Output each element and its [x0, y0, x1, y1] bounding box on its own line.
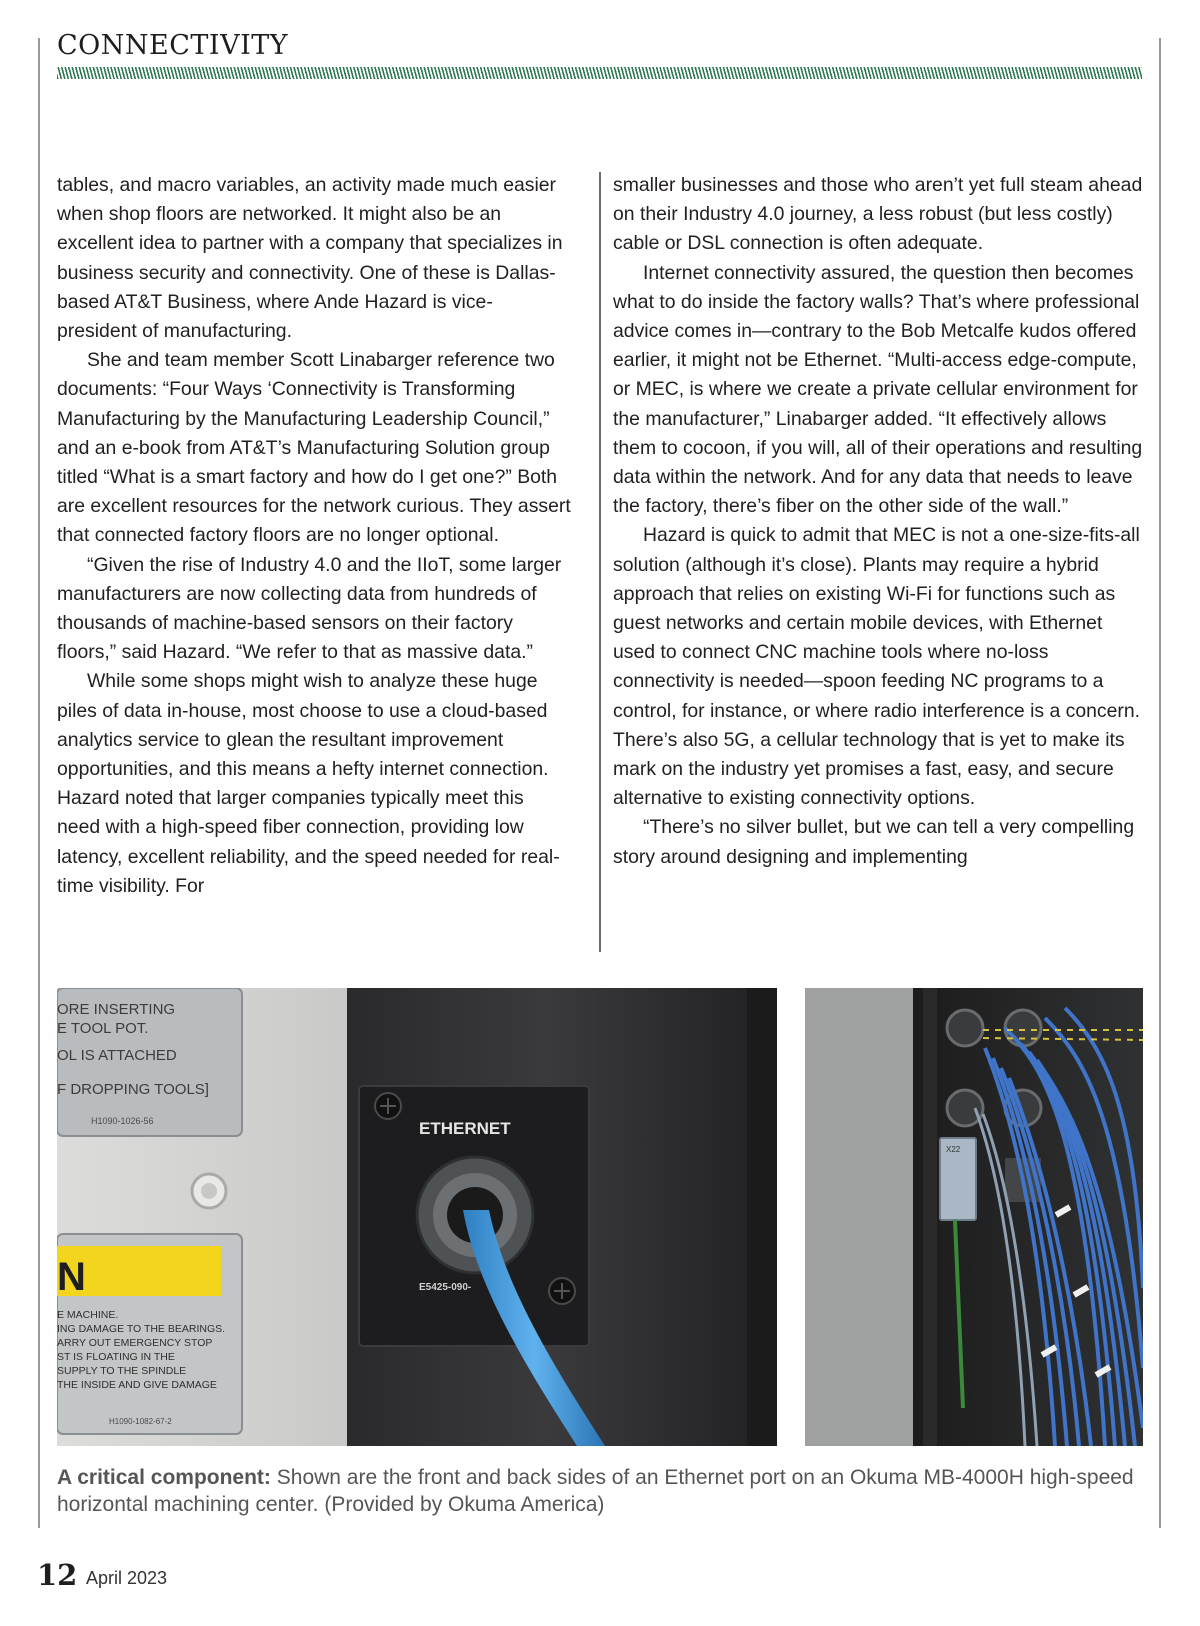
- article-column-right: [613, 171, 1143, 872]
- section-heading: CONNECTIVITY: [57, 30, 289, 61]
- ethernet-port-front-photo: [57, 988, 777, 1446]
- left-margin-rule: [38, 38, 40, 1528]
- label-line: OL IS ATTACHED: [57, 1047, 177, 1064]
- section-hatch-divider: [57, 67, 1142, 79]
- paragraph: She and team member Scott Linabarger reference two documents: “Four Ways ‘Connectivity is Transforming Manufacturing by the Manufacturing Leadership Council,” and an e-book from AT&T’s Manufacturing Solution group titled “What is a smart factory and how do I get one?” Both are excellent resources for the network curious. They assert that connected factory floors are no longer optional.: [57, 349, 571, 547]
- label-line: E TOOL POT.: [57, 1020, 149, 1037]
- label-line: ARRY OUT EMERGENCY STOP: [57, 1337, 213, 1349]
- label-line: F DROPPING TOOLS]: [57, 1081, 209, 1098]
- label-line: SUPPLY TO THE SPINDLE: [57, 1365, 187, 1377]
- plate-code-text: E5425-090-: [419, 1282, 472, 1293]
- issue-date: April 2023: [86, 1568, 168, 1588]
- label-line: ORE INSERTING: [57, 1001, 176, 1018]
- label-line: E MACHINE.: [57, 1309, 119, 1321]
- caption-text: Shown are the front and back sides of an Ethernet port on an Okuma MB-4000H high-speed horizontal machining center. (Provided by Okuma America): [57, 1466, 1134, 1516]
- paragraph: “Given the rise of Industry 4.0 and the IIoT, some larger manufacturers are now collecting data from hundreds of thousands of machine-based sensors on their factory floors,” said Hazard. “We refer to that as massive data.”: [57, 553, 562, 664]
- label-line: ING DAMAGE TO THE BEARINGS.: [57, 1323, 226, 1335]
- ethernet-port-front-illustration: [57, 988, 777, 1446]
- label-code-text: H1090-1026-56: [91, 1116, 154, 1126]
- caption-lead: A critical component:: [57, 1466, 271, 1489]
- label-line: ST IS FLOATING IN THE: [57, 1351, 175, 1363]
- ethernet-port-back-photo: [805, 988, 1143, 1446]
- label-code-text: H1090-1082-67-2: [109, 1417, 172, 1426]
- paragraph: tables, and macro variables, an activity made much easier when shop floors are networked. It might also be an excellent idea to partner with a company that specializes in business security and connectivity. One of these is Dallas-based AT&T Business, where Ande Hazard is vice-president of manufacturing.: [57, 174, 563, 343]
- label-line: THE INSIDE AND GIVE DAMAGE: [57, 1379, 217, 1391]
- paragraph: “There’s no silver bullet, but we can tell a very compelling story around designing and implementing: [613, 816, 1135, 868]
- article-column-left: [57, 171, 572, 901]
- page-number: 12: [37, 1558, 78, 1592]
- paragraph: smaller businesses and those who aren’t yet full steam ahead on their Industry 4.0 journey, a less robust (but less costly) cable or DSL connection is often adequate.: [613, 174, 1143, 255]
- ethernet-label-text: ETHERNET: [419, 1119, 511, 1138]
- paragraph: Hazard is quick to admit that MEC is not a one-size-fits-all solution (although it’s close). Plants may require a hybrid approach that relies on existing Wi-Fi for functions such as guest networks and certain mobile devices, with Ethernet used to connect CNC machine tools where no-loss connectivity is needed—spoon feeding NC programs to a control, for instance, or where radio interference is a concern. There’s also 5G, a cellular technology that is yet to make its mark on the industry yet promises a fast, easy, and secure alternative to existing connectivity options.: [613, 524, 1141, 810]
- column-divider: [599, 172, 601, 952]
- paragraph: Internet connectivity assured, the question then becomes what to do inside the factory walls? That’s where professional advice comes in—contrary to the Bob Metcalfe kudos offered earlier, it might not be Ethernet. “Multi-access edge-compute, or MEC, is where we create a private cellular environment for the manufacturer,” Linabarger added. “It effectively allows them to cocoon, if you will, all of their operations and resulting data within the network. And for any data that needs to leave the factory, there’s fiber on the other side of the wall.”: [613, 261, 1143, 518]
- photo-caption: [57, 1464, 1147, 1518]
- paragraph: While some shops might wish to analyze these huge piles of data in-house, most choose to use a cloud-based analytics service to glean the resultant improvement opportunities, and this means a hefty internet connection. Hazard noted that larger companies typically meet this need with a high-speed fiber connection, providing low latency, excellent reliability, and the speed needed for real-time visibility. For: [57, 670, 560, 897]
- warning-heading-text: N: [57, 1255, 86, 1299]
- cable-tag-text: X22: [946, 1145, 961, 1154]
- right-margin-rule: [1159, 38, 1161, 1528]
- wiring-harness-illustration: [805, 988, 1143, 1446]
